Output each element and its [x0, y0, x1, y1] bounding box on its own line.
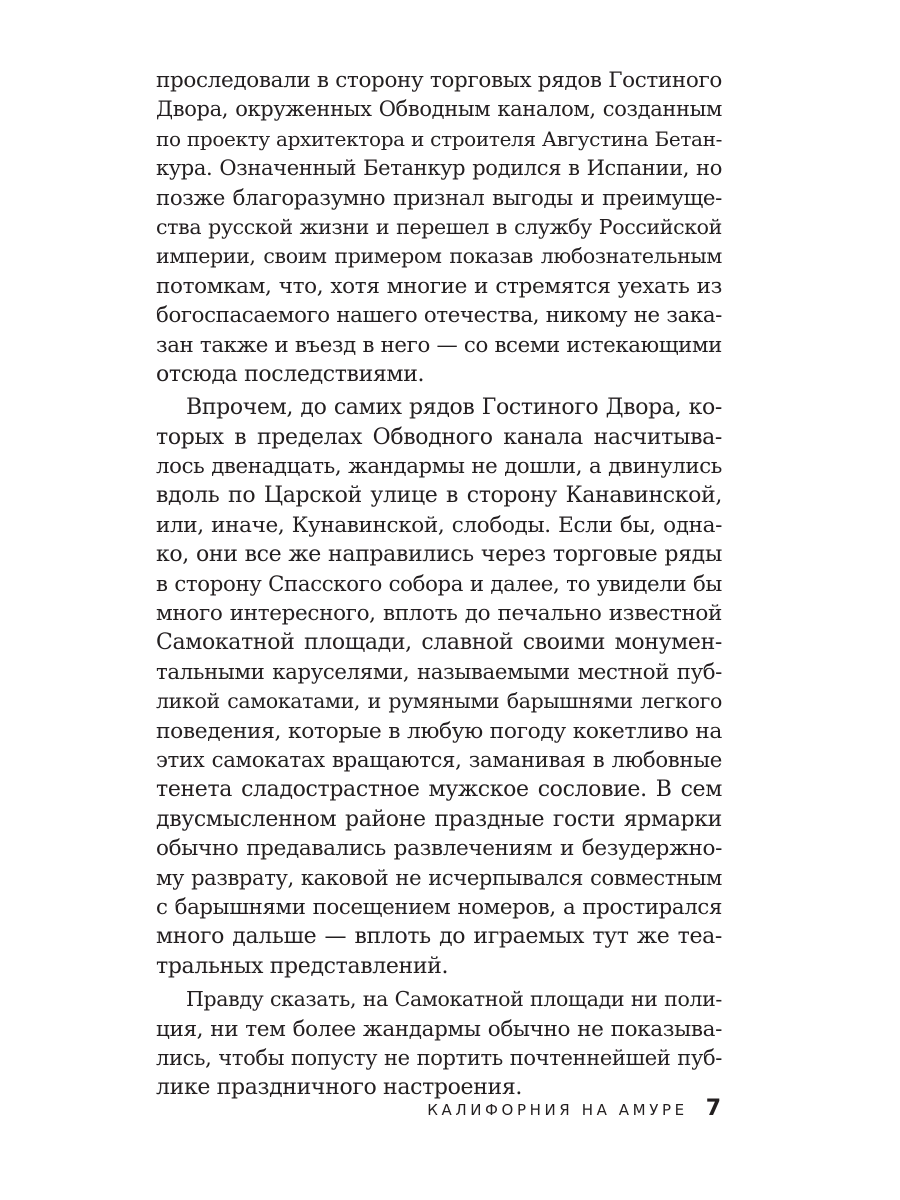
paragraph-2 — [156, 393, 722, 981]
text-line: этих самокатах вращаются, заманивая в любовные — [156, 747, 722, 773]
text-line: или, иначе, Кунавинской, слободы. Если бы, одна- — [156, 512, 722, 538]
text-line: вдоль по Царской улице в сторону Канавинской, — [156, 483, 722, 509]
text-line: ция, ни тем более жандармы обычно не показыва- — [156, 1016, 722, 1042]
page-number: 7 — [705, 1096, 721, 1121]
text-line: му разврату, каковой не исчерпывался совместным — [156, 865, 722, 890]
text-line: кура. Означенный Бетанкур родился в Испании, но — [156, 156, 722, 181]
running-title: КАЛИФОРНИЯ НА АМУРЕ — [427, 1101, 688, 1119]
text-line: много интересного, вплоть до печально известной — [156, 601, 722, 627]
text-line: обычно предавались развлечениям и безудержно- — [156, 836, 722, 862]
text-line: зан также и въезд в него — со всеми истекающими — [156, 332, 722, 358]
text-line: Правду сказать, на Самокатной площади ни поли- — [186, 987, 722, 1012]
text-line: по проекту архитектора и строителя Августина Бетан- — [156, 126, 722, 151]
text-line: Впрочем, до самих рядов Гостиного Двора, ко- — [186, 395, 722, 421]
text-line: ства русской жизни и перешел в службу Российской — [156, 214, 722, 239]
paragraph-3 — [156, 985, 722, 1103]
text-line: ликой самокатами, и румяными барышнями легкого — [156, 689, 722, 714]
text-line: позже благоразумно признал выгоды и преимуще- — [156, 185, 722, 211]
text-line: лось двенадцать, жандармы не дошли, а двинулись — [156, 454, 722, 480]
page-text — [156, 66, 722, 1103]
text-line: империи, своим примером показав любознательным — [156, 244, 722, 269]
text-line: поведения, которые в любую погоду кокетливо на — [156, 718, 722, 744]
text-line: с барышнями посещением номеров, а простирался — [156, 894, 722, 920]
text-line: отсюда последствиями. — [156, 361, 425, 387]
text-line: ко, они все же направились через торговые ряды — [156, 542, 722, 568]
page-footer — [415, 1096, 721, 1124]
text-line: проследовали в сторону торговых рядов Гостиного — [156, 68, 722, 93]
text-line: тальными каруселями, называемыми местной пуб- — [156, 659, 722, 685]
text-line: много дальше — вплоть до играемых тут же теа- — [156, 924, 722, 950]
text-line: богоспасаемого нашего отечества, никому не зака- — [156, 303, 722, 329]
text-line: лике праздничного настроения. — [156, 1075, 523, 1101]
text-line: в сторону Спасского собора и далее, то увидели бы — [156, 571, 722, 597]
text-line: потомкам, что, хотя многие и стремятся уехать из — [156, 273, 722, 299]
text-line: торых в пределах Обводного канала насчитыва- — [156, 424, 722, 450]
paragraph-1 — [156, 66, 722, 389]
text-line: тральных представлений. — [156, 953, 449, 979]
text-line: лись, чтобы попусту не портить почтеннейшей пуб- — [156, 1045, 722, 1070]
text-line: Самокатной площади, славной своими монумен- — [156, 630, 722, 656]
text-line: двусмысленном районе праздные гости ярмарки — [156, 806, 722, 832]
text-line: тенета сладострастное мужское сословие. В сем — [156, 777, 722, 803]
text-line: Двора, окруженных Обводным каналом, созданным — [156, 97, 722, 122]
